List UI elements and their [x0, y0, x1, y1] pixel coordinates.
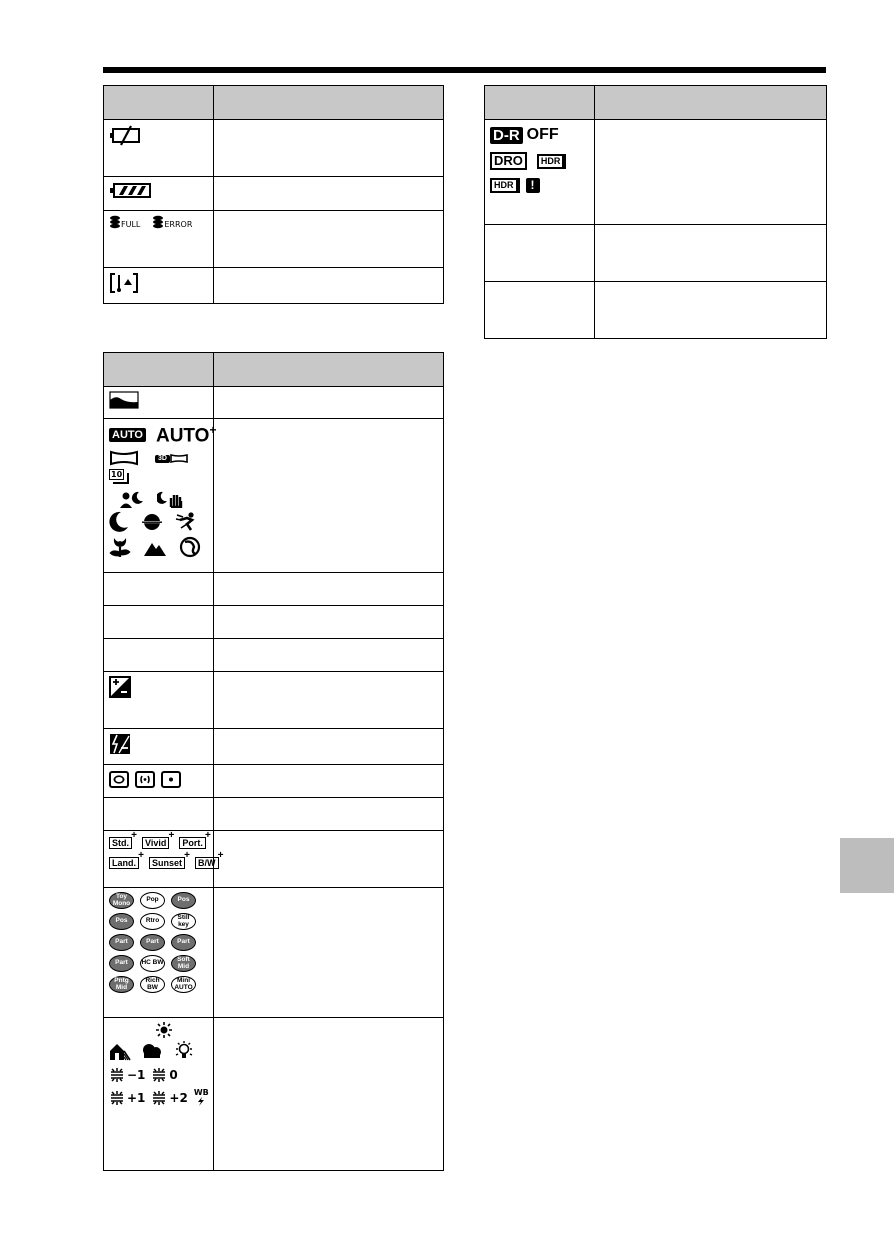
landscape-icon [143, 537, 167, 557]
description-cell [214, 573, 444, 606]
table-row [485, 282, 827, 339]
table-row [104, 639, 444, 672]
dro-off-label: OFF [526, 126, 559, 143]
table-row [104, 419, 444, 573]
table-row [104, 211, 444, 268]
empty-icon-cell [104, 573, 214, 606]
memory-error-icon [152, 215, 192, 229]
table-row [485, 225, 827, 282]
description-cell [595, 225, 827, 282]
white-balance-cell [104, 1018, 214, 1171]
top-rule [103, 67, 826, 73]
fluorescent-daylight-icon [151, 1090, 187, 1106]
table-row [104, 1018, 444, 1171]
style-label: Sunset [152, 858, 183, 868]
table-shooting-settings [103, 352, 444, 1171]
continuous-count: 10 [111, 470, 123, 480]
description-cell [214, 831, 444, 888]
3d-panorama-icon [155, 453, 188, 463]
creative-style-standard-icon: Std. + [109, 837, 132, 849]
empty-icon-cell [485, 282, 595, 339]
table-row [104, 765, 444, 798]
table-row [104, 798, 444, 831]
flash-wb-label: WB [193, 1088, 209, 1097]
header-indication [214, 353, 444, 387]
fluorescent-minus1-label: −1 [127, 1068, 146, 1082]
description-cell [214, 765, 444, 798]
table-row [104, 387, 444, 419]
table-row [104, 888, 444, 1018]
description-cell [214, 177, 444, 211]
picture-effect-cell [104, 888, 214, 1018]
description-cell [214, 211, 444, 268]
battery-exhausted-icon [109, 124, 143, 146]
partial-color-green-icon: Part [140, 934, 165, 951]
portrait-icon [179, 536, 201, 558]
sweep-panorama-icon [109, 450, 139, 466]
empty-icon-cell [485, 225, 595, 282]
style-label: Port. [182, 838, 203, 848]
table-header-row [104, 86, 444, 120]
description-cell [214, 1018, 444, 1171]
dro-hdr-cell [485, 120, 595, 225]
hdr-icon: HDR [537, 154, 567, 169]
battery-exhausted-cell [104, 120, 214, 177]
toy-camera-icon: Toy Mono [109, 892, 134, 909]
table-header-row [485, 86, 827, 120]
memory-full-icon [109, 215, 140, 229]
description-cell [214, 419, 444, 573]
header-display [104, 353, 214, 387]
table-row [104, 120, 444, 177]
empty-icon-cell [104, 606, 214, 639]
shade-icon [109, 1041, 131, 1061]
creative-style-landscape-icon: Land. + [109, 857, 139, 869]
empty-icon-cell [104, 639, 214, 672]
header-indication [595, 86, 827, 120]
exposure-comp-cell [104, 672, 214, 729]
table-row [104, 831, 444, 888]
description-cell [595, 282, 827, 339]
sports-action-icon [175, 511, 199, 533]
flash-wb-icon [194, 1089, 209, 1106]
daylight-icon [155, 1021, 173, 1039]
description-cell [214, 120, 444, 177]
sunset-icon [141, 511, 163, 533]
posterization-color-icon: Pos [171, 892, 196, 909]
description-cell [214, 729, 444, 765]
table-header-row [104, 353, 444, 387]
table-row [104, 177, 444, 211]
warning-icon: ! [526, 178, 540, 193]
description-cell [595, 120, 827, 225]
description-cell [214, 268, 444, 304]
superior-auto-label: AUTO [155, 425, 210, 447]
header-indication [214, 86, 444, 120]
style-label: Std. [112, 838, 129, 848]
memory-status-cell [104, 211, 214, 268]
flash-comp-cell [104, 729, 214, 765]
battery-full-icon [109, 181, 153, 201]
description-cell [214, 888, 444, 1018]
description-cell [214, 387, 444, 419]
partial-color-blue-icon: Part [171, 934, 196, 951]
creative-style-cell [104, 830, 224, 888]
table-row [485, 120, 827, 225]
multi-metering-icon [109, 771, 129, 788]
header-display [104, 86, 214, 120]
dro-off-badge-icon: D-R [490, 127, 523, 144]
table-dro-hdr [484, 85, 827, 339]
night-scene-icon [109, 511, 129, 533]
table-power-memory [103, 85, 444, 304]
fluorescent-cool-icon [151, 1067, 177, 1083]
night-portrait-icon [119, 490, 145, 508]
fluorescent-day-white-icon [109, 1090, 145, 1106]
auto-mode-icon: AUTO [109, 428, 146, 442]
table-row [104, 672, 444, 729]
cloudy-icon [141, 1042, 163, 1060]
high-contrast-mono-icon: HC BW [140, 955, 165, 972]
soft-focus-icon: Soft Mid [171, 955, 196, 972]
histogram-cell [104, 387, 214, 419]
handheld-twilight-icon [157, 490, 183, 508]
spot-metering-icon [161, 771, 181, 788]
table-row [104, 729, 444, 765]
hdr-warning-icon: HDR [490, 178, 520, 193]
memory-full-label: FULL [121, 220, 141, 229]
histogram-icon [109, 391, 139, 409]
description-cell [214, 798, 444, 831]
creative-style-vivid-icon: Vivid + [142, 837, 169, 849]
3d-label: 3D [155, 455, 170, 463]
description-cell [214, 639, 444, 672]
header-display [485, 86, 595, 120]
incandescent-icon [173, 1041, 195, 1061]
fluorescent-warm-icon [109, 1067, 145, 1083]
rich-tone-mono-icon: Rich BW [140, 976, 165, 993]
flash-compensation-icon [109, 733, 131, 755]
partial-color-yellow-icon: Part [109, 955, 134, 972]
memory-error-label: ERROR [164, 220, 193, 229]
shooting-mode-cell [104, 419, 217, 573]
creative-style-portrait-icon: Port. + [179, 837, 206, 849]
chapter-side-tab [840, 838, 894, 893]
partial-color-red-icon: Part [109, 934, 134, 951]
fluorescent-zero-label: 0 [169, 1068, 178, 1082]
retro-photo-icon: Rtro [140, 913, 165, 930]
superior-auto-plus: + [209, 423, 217, 437]
dro-icon: DRO [490, 152, 527, 170]
soft-high-key-icon: Still key [171, 913, 196, 930]
style-label: Vivid [145, 838, 167, 848]
pop-color-icon: Pop [140, 892, 165, 909]
fluorescent-plus1-label: +1 [127, 1090, 146, 1105]
description-cell [214, 606, 444, 639]
image-upload-icon [109, 272, 139, 294]
continuous-advance-icon [109, 469, 131, 487]
fluorescent-plus2-label: +2 [169, 1090, 188, 1105]
macro-icon [109, 536, 131, 558]
table-row [104, 573, 444, 606]
battery-level-cell [104, 177, 214, 211]
creative-style-sunset-icon: Sunset + [149, 857, 185, 869]
table-row [104, 606, 444, 639]
table-row [104, 268, 444, 304]
metering-cell [104, 765, 214, 798]
exposure-compensation-icon [109, 676, 131, 698]
upload-cell [104, 268, 214, 304]
style-label: Land. [112, 858, 136, 868]
superior-auto-icon [156, 423, 217, 447]
description-cell [214, 672, 444, 729]
miniature-icon: Mini AUTO [171, 976, 196, 993]
empty-icon-cell [104, 798, 214, 831]
creative-style-bw-icon: B/W + [195, 857, 219, 869]
posterization-bw-icon: Pos [109, 913, 134, 930]
center-metering-icon [135, 771, 155, 788]
style-label: B/W [198, 858, 216, 868]
hdr-painting-icon: Pntg Mid [109, 976, 134, 993]
